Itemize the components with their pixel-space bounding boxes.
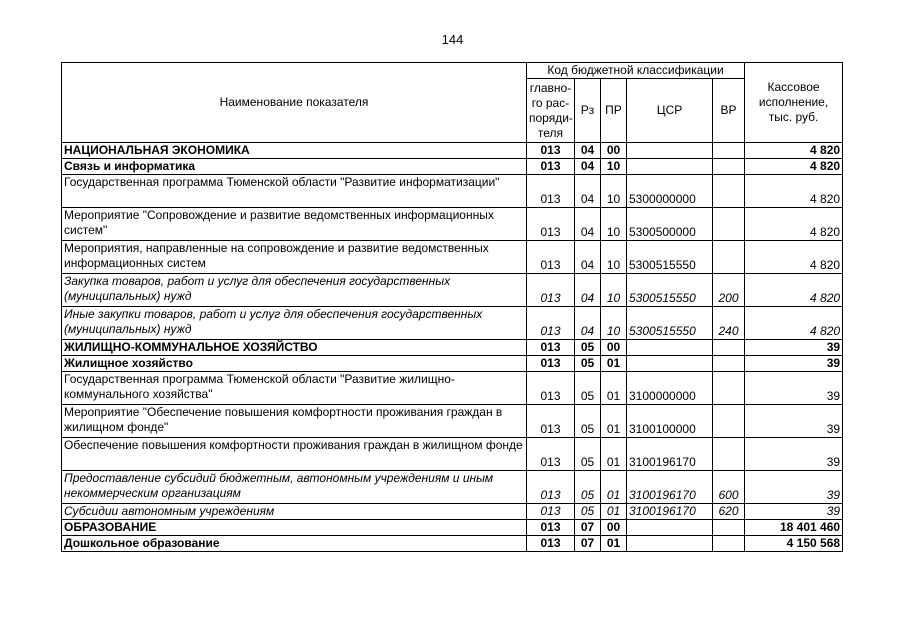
row-vr: [713, 520, 745, 536]
row-grbs: 013: [527, 372, 575, 405]
row-csr: 3100196170: [627, 504, 713, 520]
row-grbs: 013: [527, 274, 575, 307]
row-rz: 05: [575, 340, 601, 356]
header-grbs: главно-го рас-поряди-теля: [527, 79, 575, 143]
header-budget-classification: Код бюджетной классификации: [527, 63, 745, 79]
table-body: [62, 143, 843, 552]
header-rz: Рз: [575, 79, 601, 143]
table-row: [62, 143, 843, 159]
row-vr: [713, 372, 745, 405]
row-grbs: 013: [527, 340, 575, 356]
row-pr: 01: [601, 438, 627, 471]
row-grbs: 013: [527, 520, 575, 536]
row-rz: 04: [575, 307, 601, 340]
row-rz: 04: [575, 241, 601, 274]
row-pr: 01: [601, 356, 627, 372]
row-rz: 05: [575, 356, 601, 372]
row-vr: [713, 143, 745, 159]
row-vr: 200: [713, 274, 745, 307]
row-csr: 3100100000: [627, 405, 713, 438]
row-rz: 05: [575, 471, 601, 504]
row-vr: [713, 208, 745, 241]
table-row: [62, 520, 843, 536]
row-pr: 10: [601, 307, 627, 340]
row-name: Мероприятие "Обеспечение повышения комфортности проживания граждан в жилищном фонде": [62, 405, 527, 438]
row-sum: 4 820: [745, 241, 843, 274]
row-grbs: 013: [527, 143, 575, 159]
row-sum: 39: [745, 504, 843, 520]
row-name: Государственная программа Тюменской области "Развитие жилищно-коммунального хозяйства": [62, 372, 527, 405]
table-header: [62, 63, 843, 143]
row-grbs: 013: [527, 208, 575, 241]
budget-execution-table: [61, 62, 843, 552]
row-name: Государственная программа Тюменской области "Развитие информатизации": [62, 175, 527, 208]
row-name: Закупка товаров, работ и услуг для обеспечения государственных (муниципальных) нужд: [62, 274, 527, 307]
row-grbs: 013: [527, 175, 575, 208]
row-sum: 39: [745, 372, 843, 405]
row-pr: 01: [601, 471, 627, 504]
row-grbs: 013: [527, 159, 575, 175]
row-rz: 04: [575, 159, 601, 175]
row-rz: 04: [575, 208, 601, 241]
table-row: [62, 504, 843, 520]
row-vr: 600: [713, 471, 745, 504]
row-vr: [713, 175, 745, 208]
header-name: Наименование показателя: [62, 63, 527, 143]
row-csr: 5300000000: [627, 175, 713, 208]
row-rz: 05: [575, 438, 601, 471]
row-pr: 10: [601, 208, 627, 241]
row-sum: 4 820: [745, 143, 843, 159]
row-sum: 4 820: [745, 274, 843, 307]
row-pr: 01: [601, 372, 627, 405]
row-vr: [713, 159, 745, 175]
row-vr: [713, 438, 745, 471]
row-pr: 00: [601, 520, 627, 536]
row-rz: 07: [575, 520, 601, 536]
row-sum: 39: [745, 340, 843, 356]
row-pr: 01: [601, 504, 627, 520]
row-pr: 10: [601, 175, 627, 208]
row-rz: 07: [575, 536, 601, 552]
row-name: Субсидии автономным учреждениям: [62, 504, 527, 520]
row-name: Дошкольное образование: [62, 536, 527, 552]
row-grbs: 013: [527, 241, 575, 274]
row-pr: 01: [601, 536, 627, 552]
row-csr: 5300500000: [627, 208, 713, 241]
row-sum: 4 820: [745, 307, 843, 340]
row-pr: 00: [601, 143, 627, 159]
row-rz: 05: [575, 504, 601, 520]
row-vr: 240: [713, 307, 745, 340]
table-row: [62, 372, 843, 405]
table-row: [62, 274, 843, 307]
row-rz: 05: [575, 372, 601, 405]
table-row: [62, 159, 843, 175]
row-vr: 620: [713, 504, 745, 520]
row-grbs: 013: [527, 471, 575, 504]
header-pr: ПР: [601, 79, 627, 143]
row-rz: 04: [575, 143, 601, 159]
row-vr: [713, 356, 745, 372]
row-rz: 05: [575, 405, 601, 438]
row-vr: [713, 340, 745, 356]
row-sum: 39: [745, 438, 843, 471]
row-csr: [627, 356, 713, 372]
row-csr: 3100196170: [627, 438, 713, 471]
table-row: [62, 438, 843, 471]
row-csr: 5300515550: [627, 274, 713, 307]
row-grbs: 013: [527, 536, 575, 552]
row-vr: [713, 536, 745, 552]
row-name: Иные закупки товаров, работ и услуг для обеспечения государственных (муниципальных) нужд: [62, 307, 527, 340]
row-csr: 3100000000: [627, 372, 713, 405]
row-csr: [627, 340, 713, 356]
row-sum: 39: [745, 356, 843, 372]
row-sum: 39: [745, 471, 843, 504]
row-rz: 04: [575, 274, 601, 307]
row-pr: 00: [601, 340, 627, 356]
table-row: [62, 340, 843, 356]
row-name: Мероприятия, направленные на сопровождение и развитие ведомственных информационных систем: [62, 241, 527, 274]
row-name: Обеспечение повышения комфортности проживания граждан в жилищном фонде: [62, 438, 527, 471]
row-name: Жилищное хозяйство: [62, 356, 527, 372]
table-row: [62, 405, 843, 438]
row-name: Предоставление субсидий бюджетным, автономным учреждениям и иным некоммерческим организациям: [62, 471, 527, 504]
row-sum: 18 401 460: [745, 520, 843, 536]
table-row: [62, 536, 843, 552]
table-row: [62, 307, 843, 340]
row-grbs: 013: [527, 307, 575, 340]
table-row: [62, 175, 843, 208]
row-rz: 04: [575, 175, 601, 208]
row-grbs: 013: [527, 438, 575, 471]
row-grbs: 013: [527, 356, 575, 372]
row-name: Мероприятие "Сопровождение и развитие ведомственных информационных систем": [62, 208, 527, 241]
row-vr: [713, 405, 745, 438]
row-csr: [627, 536, 713, 552]
row-name: ЖИЛИЩНО-КОММУНАЛЬНОЕ ХОЗЯЙСТВО: [62, 340, 527, 356]
row-csr: [627, 520, 713, 536]
row-sum: 4 820: [745, 208, 843, 241]
row-csr: 5300515550: [627, 307, 713, 340]
row-name: НАЦИОНАЛЬНАЯ ЭКОНОМИКА: [62, 143, 527, 159]
row-csr: 5300515550: [627, 241, 713, 274]
row-pr: 10: [601, 241, 627, 274]
row-pr: 01: [601, 405, 627, 438]
header-csr: ЦСР: [627, 79, 713, 143]
row-vr: [713, 241, 745, 274]
row-name: ОБРАЗОВАНИЕ: [62, 520, 527, 536]
row-sum: 4 820: [745, 159, 843, 175]
row-grbs: 013: [527, 405, 575, 438]
row-csr: [627, 159, 713, 175]
row-csr: 3100196170: [627, 471, 713, 504]
row-sum: 39: [745, 405, 843, 438]
table-row: [62, 208, 843, 241]
table-row: [62, 356, 843, 372]
row-csr: [627, 143, 713, 159]
header-cash-execution: Кассовое исполнение, тыс. руб.: [745, 63, 843, 143]
header-vr: ВР: [713, 79, 745, 143]
row-grbs: 013: [527, 504, 575, 520]
row-name: Связь и информатика: [62, 159, 527, 175]
row-sum: 4 820: [745, 175, 843, 208]
row-pr: 10: [601, 159, 627, 175]
row-sum: 4 150 568: [745, 536, 843, 552]
table-row: [62, 471, 843, 504]
table-row: [62, 241, 843, 274]
row-pr: 10: [601, 274, 627, 307]
page-number: 144: [441, 32, 464, 47]
